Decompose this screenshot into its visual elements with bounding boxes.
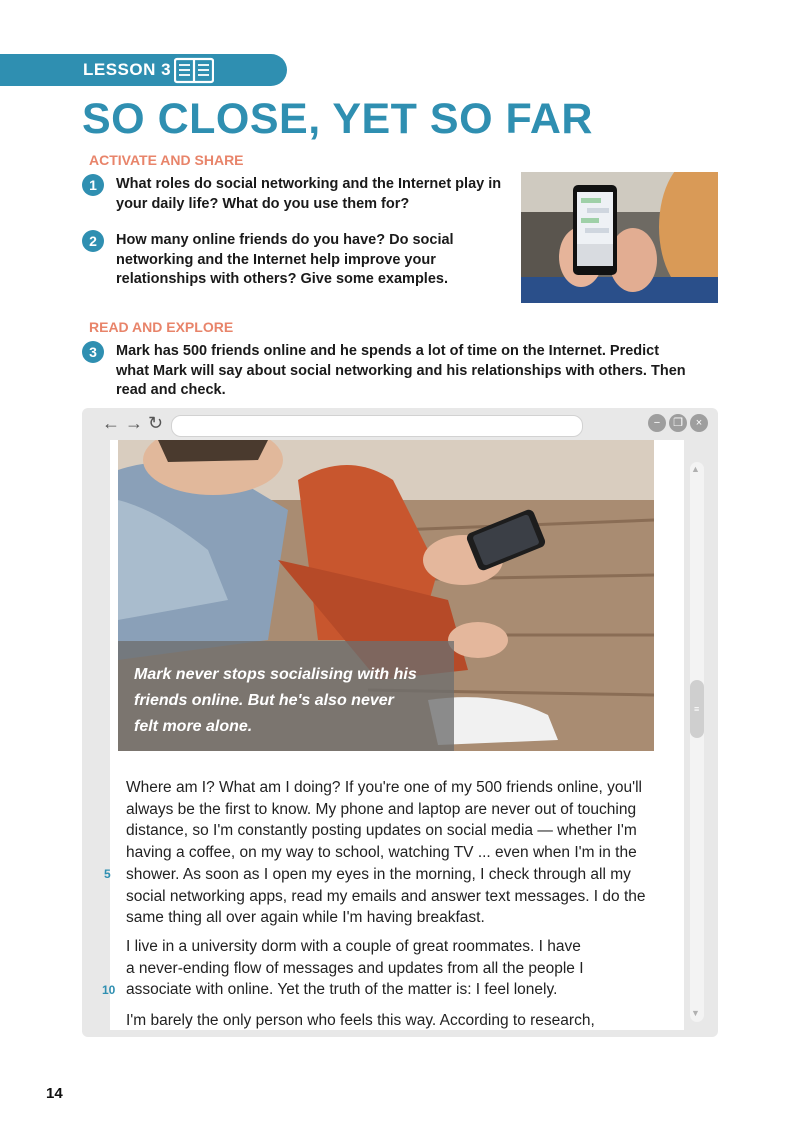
question-number-2: 2 xyxy=(82,230,104,252)
section-heading-read: READ AND EXPLORE xyxy=(89,319,234,335)
article-line: having a coffee, on my way to school, watching TV ... even when I'm in the xyxy=(126,844,637,862)
open-book-icon xyxy=(174,57,214,84)
article-line: same thing all over again while I'm having breakfast. xyxy=(126,909,485,927)
question-1-line: What roles do social networking and the Internet play in xyxy=(116,176,502,192)
article-paragraph-2 xyxy=(126,936,686,1001)
question-1 xyxy=(116,175,501,214)
caption-line: friends online. But he's also never xyxy=(134,692,394,709)
article-line: I live in a university dorm with a couple of great roommates. I have xyxy=(126,938,581,955)
question-2-line: relationships with others? Give some examples. xyxy=(116,271,448,287)
lesson-label: LESSON 3 xyxy=(83,60,172,79)
close-icon[interactable]: × xyxy=(690,414,708,432)
article-line: associate with online. Yet the truth of the matter is: I feel lonely. xyxy=(126,981,558,999)
article-line: I'm barely the only person who feels this way. According to research, xyxy=(126,1012,595,1029)
article-line: shower. As soon as I open my eyes in the morning, I check through all my xyxy=(126,865,631,883)
question-2-line: How many online friends do you have? Do social xyxy=(116,232,454,248)
article-line: always be the first to know. My phone and laptop are never out of touching xyxy=(126,800,637,818)
line-number-10: 10 xyxy=(102,983,116,997)
page-title: SO CLOSE, YET SO FAR xyxy=(82,95,593,143)
question-number-1: 1 xyxy=(82,174,104,196)
browser-nav-buttons[interactable]: ← → ↻ xyxy=(102,413,164,433)
restore-icon[interactable]: ❐ xyxy=(669,414,687,432)
article-line: distance, so I'm constantly posting updates on social media — whether I'm xyxy=(126,822,637,840)
article-paragraph-3 xyxy=(126,1010,686,1032)
question-3-line: what Mark will say about social networking and his relationships with others. Then xyxy=(116,362,686,379)
section-heading-activate: ACTIVATE AND SHARE xyxy=(89,152,244,168)
article-line: a never-ending flow of messages and updates from all the people I xyxy=(126,959,584,977)
scrollbar-track[interactable] xyxy=(690,462,704,1022)
caption-line: Mark never stops socialising with his xyxy=(134,666,417,683)
question-3-line: read and check. xyxy=(116,382,226,398)
minimize-icon[interactable]: − xyxy=(648,414,666,432)
question-2 xyxy=(116,231,454,290)
caption-line: felt more alone. xyxy=(134,718,253,735)
photo-caption xyxy=(134,662,444,740)
page-number: 14 xyxy=(46,1085,63,1102)
article-line: social networking apps, read my emails and answer text messages. I do the xyxy=(126,887,646,905)
scroll-up-icon[interactable]: ▲ xyxy=(691,464,700,474)
question-2-line: networking and the Internet help improve your xyxy=(116,251,436,268)
phone-hands-photo xyxy=(521,172,718,303)
scroll-down-icon[interactable]: ▼ xyxy=(691,1008,700,1018)
article-paragraph-1 xyxy=(126,777,686,929)
address-bar[interactable] xyxy=(171,415,583,437)
scroll-grip-icon: ≡ xyxy=(694,704,700,714)
question-3-line: Mark has 500 friends online and he spends a lot of time on the Internet. Predict xyxy=(116,343,660,359)
question-number-3: 3 xyxy=(82,341,104,363)
article-line: Where am I? What am I doing? If you're one of my 500 friends online, you'll xyxy=(126,779,642,796)
line-number-5: 5 xyxy=(104,867,111,881)
question-1-line: your daily life? What do you use them for? xyxy=(116,195,410,212)
question-3 xyxy=(116,342,736,401)
